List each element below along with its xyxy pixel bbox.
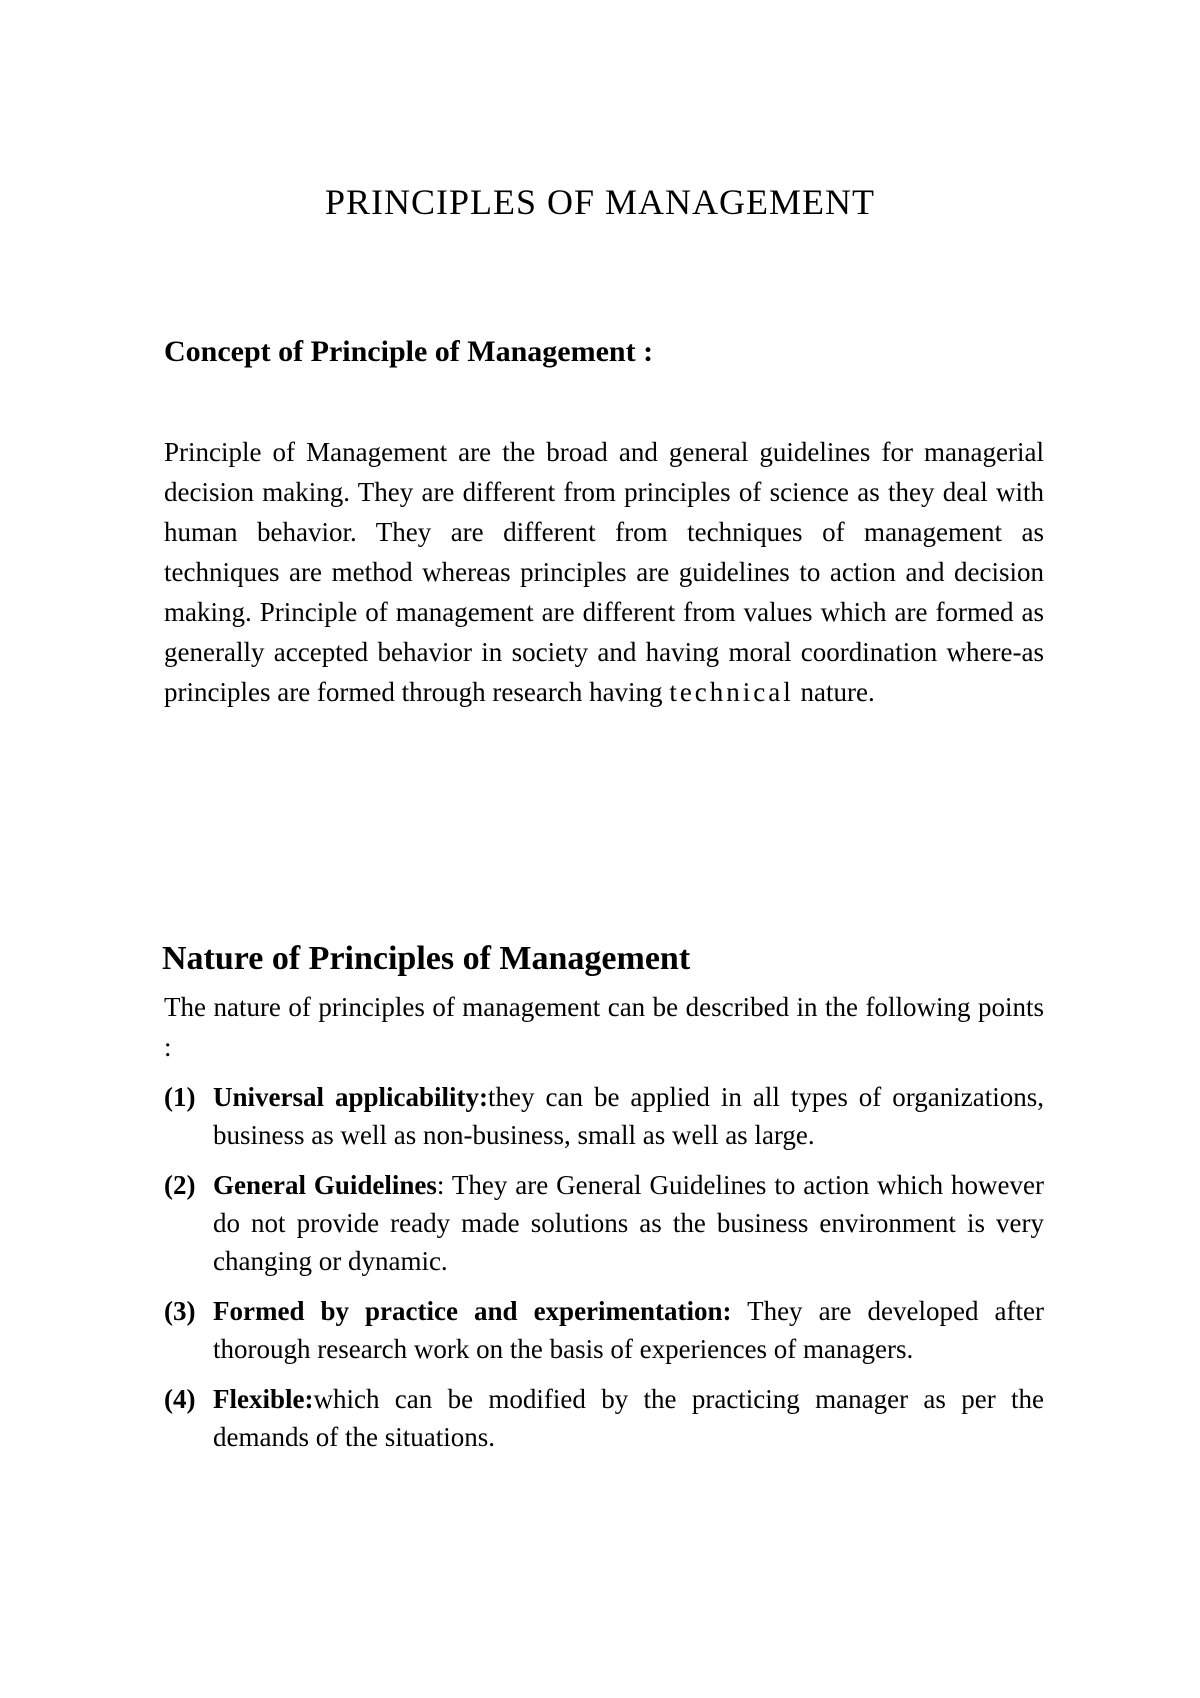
concept-paragraph-end: nature. (793, 677, 875, 707)
point-number: (3) (164, 1296, 196, 1326)
list-item (164, 1292, 1044, 1368)
point-number: (1) (164, 1082, 196, 1112)
point-text: : They are General Guidelines to action which however do not provide ready made solutions as the business environment is very changing or dynamic. (213, 1170, 1044, 1276)
point-term: Universal applicability: (213, 1082, 489, 1112)
concept-paragraph-emphasis: technical (669, 677, 794, 707)
point-term: Flexible: (213, 1384, 314, 1414)
point-number: (4) (164, 1384, 196, 1414)
concept-paragraph-main: Principle of Management are the broad and general guidelines for managerial decision making. They are different from principles of science as they deal with human behavior. They are different from techniques of management as techniques are method whereas principles are guidelines to action and decision making. Principle of management are different from values which are formed as generally accepted behavior in society and having moral coordination where-as principles are formed through research having (164, 437, 1044, 707)
nature-section-heading: Nature of Principles of Management (162, 940, 691, 977)
point-term: Formed by practice and experimentation: (213, 1296, 732, 1326)
list-item (164, 1078, 1044, 1154)
document-title: PRINCIPLES OF MANAGEMENT (324, 182, 876, 222)
concept-paragraph (164, 432, 1044, 712)
concept-section-heading: Concept of Principle of Management : (164, 335, 654, 368)
nature-points-list (164, 1078, 1044, 1468)
list-item (164, 1380, 1044, 1456)
point-text: which can be modified by the practicing manager as per the demands of the situations. (213, 1384, 1044, 1452)
point-text: they can be applied in all types of organizations, business as well as non-business, small as well as large. (213, 1082, 1045, 1150)
point-text: They are developed after thorough research work on the basis of experiences of managers. (213, 1296, 1044, 1364)
point-term: General Guidelines (213, 1170, 437, 1200)
list-item (164, 1166, 1044, 1280)
nature-intro: The nature of principles of management can be described in the following points : (164, 992, 1044, 1062)
point-number: (2) (164, 1170, 196, 1200)
